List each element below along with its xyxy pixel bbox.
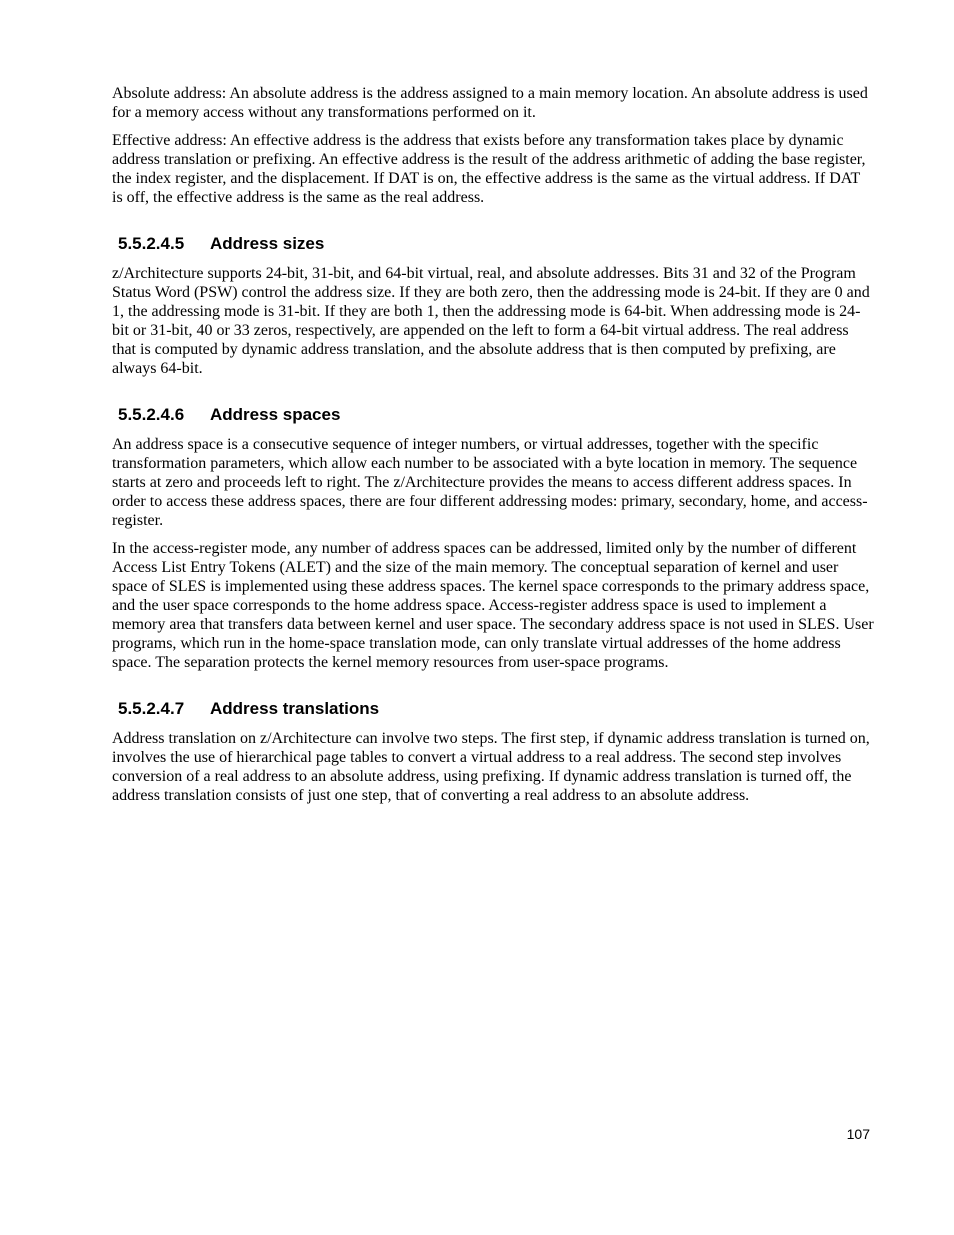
- section-title: Address translations: [210, 699, 380, 718]
- section-number: 5.5.2.4.6: [118, 405, 185, 424]
- section-heading-address-sizes: [112, 234, 874, 254]
- section-title: Address spaces: [210, 405, 341, 424]
- paragraph-address-translations: Address translation on z/Architecture can involve two steps. The first step, if dynamic address translation is turned on, involves the use of hierarchical page tables to convert a virtual address to a real address. The second step involves conversion of a real address to an absolute address, using prefixing. If dynamic address translation is turned off, the address translation consists of just one step, that of converting a real address to an absolute address.: [112, 730, 870, 804]
- page-number: 107: [846, 1126, 870, 1142]
- section-heading-address-translations: [112, 699, 874, 719]
- paragraph-address-sizes: z/Architecture supports 24-bit, 31-bit, and 64-bit virtual, real, and absolute addresses. Bits 31 and 32 of the Program Status Word (PSW) control the address size. If they are both zero, then the addressing mode is 24-bit. If they are 0 and 1, the addressing mode is 31-bit. If they are both 1, then the addressing mode is 64-bit. When addressing mode is 24-bit or 31-bit, 40 or 33 zeros, respectively, are appended on the left to form a 64-bit virtual address. The real address that is computed by dynamic address translation, and the absolute address that is then computed by prefixing, are always 64-bit.: [112, 265, 870, 377]
- section-number: 5.5.2.4.7: [118, 699, 185, 718]
- section-heading-address-spaces: [112, 405, 874, 425]
- paragraph-effective-address: Effective address: An effective address is the address that exists before any transformation takes place by dynamic address translation or prefixing. An effective address is the result of the address arithmetic of adding the base register, the index register, and the displacement. If DAT is on, the effective address is the same as the virtual address. If DAT is off, the effective address is the same as the real address.: [112, 132, 866, 206]
- paragraph-address-spaces-1: An address space is a consecutive sequence of integer numbers, or virtual addresses, together with the specific transformation parameters, which allow each number to be associated with a byte location in memory. The sequence starts at zero and proceeds left to right. The z/Architecture provides the means to access different address spaces. In order to access these address spaces, there are four different addressing modes: primary, secondary, home, and access-register.: [112, 436, 868, 529]
- paragraph-address-spaces-2: In the access-register mode, any number of address spaces can be addressed, limited only by the number of different Access List Entry Tokens (ALET) and the size of the main memory. The conceptual separation of kernel and user space of SLES is implemented using these address spaces. The kernel space corresponds to the primary address space, and the user space corresponds to the home address space. Access-register address space is used to implement a memory area that transfers data between kernel and user space. The secondary address space is not used in SLES. User programs, which run in the home-space translation mode, can only translate virtual addresses of the home address space. The separation protects the kernel memory resources from user-space programs.: [112, 540, 874, 671]
- page-body: [112, 84, 874, 814]
- section-number: 5.5.2.4.5: [118, 234, 185, 253]
- paragraph-absolute-address: Absolute address: An absolute address is the address assigned to a main memory location. An absolute address is used for a memory access without any transformations performed on it.: [112, 85, 868, 121]
- section-title: Address sizes: [210, 234, 325, 253]
